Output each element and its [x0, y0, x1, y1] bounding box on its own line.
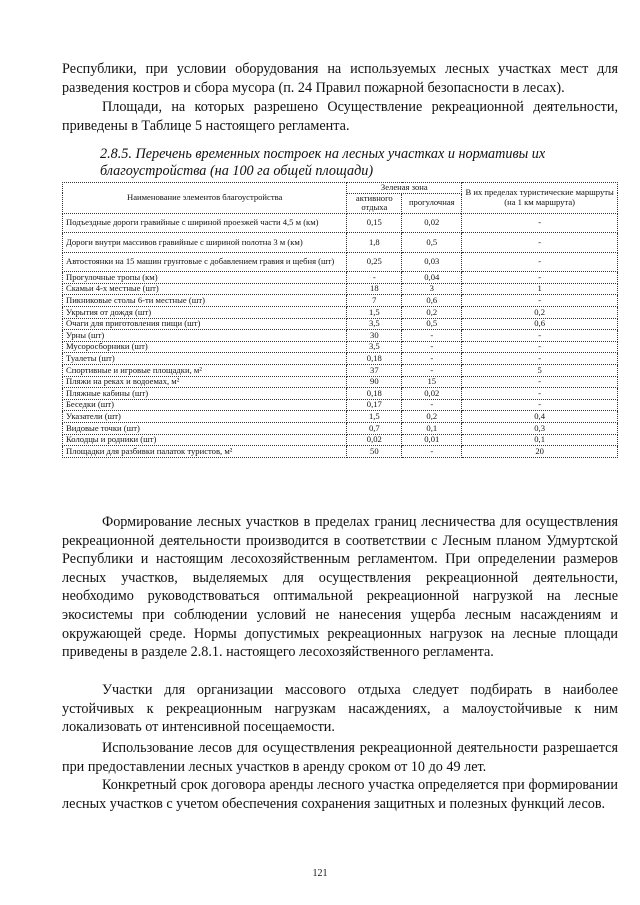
paragraph-bottom-4: Конкретный срок договора аренды лесного участка определяется при формировании лесных участков с учетом обеспечения сохранения защитных и полезных функций лесов.: [62, 777, 618, 812]
cell-name: Подъездные дороги гравийные с шириной проезжей части 4,5 м (км): [63, 213, 347, 233]
cell-walking: 15: [402, 376, 462, 388]
cell-active-rest: 37: [347, 365, 402, 377]
cell-tourist: 1: [462, 283, 618, 295]
cell-tourist: -: [462, 295, 618, 307]
cell-tourist: 5: [462, 365, 618, 377]
cell-walking: 0,02: [402, 213, 462, 233]
cell-tourist: 20: [462, 446, 618, 458]
cell-tourist: -: [462, 376, 618, 388]
cell-walking: 0,03: [402, 252, 462, 272]
table-row: [63, 446, 618, 458]
cell-tourist: -: [462, 272, 618, 284]
cell-tourist: 0,2: [462, 307, 618, 319]
paragraph-bottom-2: Участки для организации массового отдыха следует подбирать в наиболее устойчивых к рекреационным нагрузкам насаждениях, а малоустойчивые к ним локализовать от интенсивной посещаемости.: [62, 682, 618, 736]
cell-active-rest: 0,18: [347, 353, 402, 365]
header-name: Наименование элементов благоустройства: [63, 183, 347, 214]
table-caption: 2.8.5. Перечень временных построек на лесных участках и нормативы их благоустройства (на 100 га общей площади): [100, 146, 546, 179]
cell-name: Туалеты (шт): [63, 353, 347, 365]
table-row: [63, 330, 618, 342]
cell-name: Площадки для разбивки палаток туристов, м²: [63, 446, 347, 458]
paragraph-bottom-1: Формирование лесных участков в пределах границ лесничества для осуществления рекреационной деятельности производится в соответствии с Лесным планом Удмуртской Республики и настоящим лесохозяйственным регламентом. При определении размеров лесных участков, выделяемых для осуществления рекреационной деятельности, необходимо руководствоваться оптимальной рекреационной нагрузкой на лесные экосистемы при соблюдении условий не нанесения ущерба лесным насаждениям и окружающей среде. Нормы допустимых рекреационных нагрузок на лесные площади приведены в разделе 2.8.1. настоящего лесохозяйственного регламента.: [62, 514, 618, 661]
table-row: [63, 272, 618, 284]
table-row: [63, 213, 618, 233]
cell-name: Видовые точки (шт): [63, 423, 347, 435]
cell-tourist: -: [462, 252, 618, 272]
table-row: [63, 295, 618, 307]
cell-walking: 0,2: [402, 411, 462, 423]
cell-active-rest: -: [347, 272, 402, 284]
cell-name: Прогулочные тропы (км): [63, 272, 347, 284]
table-body: [63, 213, 618, 457]
cell-walking: -: [402, 365, 462, 377]
cell-name: Спортивные и игровые площадки, м²: [63, 365, 347, 377]
cell-name: Дороги внутри массивов гравийные с шириной полотна 3 м (км): [63, 233, 347, 253]
header-tourist: В их пределах туристические маршруты (на 1 км маршрута): [462, 183, 618, 214]
cell-walking: -: [402, 446, 462, 458]
cell-walking: 0,01: [402, 434, 462, 446]
paragraph-top-2: Площади, на которых разрешено Осуществление рекреационной деятельности, приведены в Таблице 5 настоящего регламента.: [62, 99, 618, 134]
cell-walking: 0,02: [402, 388, 462, 400]
table-row: [63, 307, 618, 319]
cell-name: Пляжи на реках и водоемах, м²: [63, 376, 347, 388]
table-row: [63, 341, 618, 353]
paragraph-top-1: Республики, при условии оборудования на используемых лесных участках мест для разведения костров и сбора мусора (п. 24 Правил пожарной безопасности в лесах).: [62, 61, 618, 96]
cell-tourist: -: [462, 399, 618, 411]
cell-active-rest: 18: [347, 283, 402, 295]
cell-name: Пляжные кабины (шт): [63, 388, 347, 400]
cell-name: Указатели (шт): [63, 411, 347, 423]
header-active-rest: активного отдыха: [347, 193, 402, 213]
cell-active-rest: 90: [347, 376, 402, 388]
cell-name: Беседки (шт): [63, 399, 347, 411]
cell-walking: 0,6: [402, 295, 462, 307]
table-row: [63, 411, 618, 423]
table-row: [63, 399, 618, 411]
cell-active-rest: 0,15: [347, 213, 402, 233]
table-row: [63, 252, 618, 272]
cell-tourist: 0,1: [462, 434, 618, 446]
table-row: [63, 365, 618, 377]
cell-tourist: -: [462, 388, 618, 400]
cell-tourist: -: [462, 330, 618, 342]
cell-active-rest: 0,18: [347, 388, 402, 400]
header-green-zone: Зеленая зона: [347, 183, 462, 194]
cell-active-rest: 3,5: [347, 318, 402, 330]
cell-walking: 0,04: [402, 272, 462, 284]
table-row: [63, 318, 618, 330]
cell-active-rest: 0,25: [347, 252, 402, 272]
cell-name: Очаги для приготовления пищи (шт): [63, 318, 347, 330]
cell-walking: 0,1: [402, 423, 462, 435]
cell-active-rest: 50: [347, 446, 402, 458]
cell-active-rest: 1,5: [347, 411, 402, 423]
cell-walking: 3: [402, 283, 462, 295]
page-number: 121: [312, 868, 328, 879]
table-row: [63, 388, 618, 400]
cell-active-rest: 1,5: [347, 307, 402, 319]
cell-name: Урны (шт): [63, 330, 347, 342]
cell-name: Скамьи 4-х местные (шт): [63, 283, 347, 295]
cell-active-rest: 30: [347, 330, 402, 342]
cell-walking: 0,2: [402, 307, 462, 319]
cell-active-rest: 0,7: [347, 423, 402, 435]
cell-walking: 0,5: [402, 233, 462, 253]
table-row: [63, 353, 618, 365]
cell-name: Пикниковые столы 6-ти местные (шт): [63, 295, 347, 307]
cell-active-rest: 0,17: [347, 399, 402, 411]
cell-tourist: 0,3: [462, 423, 618, 435]
cell-walking: -: [402, 399, 462, 411]
cell-tourist: 0,6: [462, 318, 618, 330]
cell-tourist: -: [462, 353, 618, 365]
header-walking: прогулочная: [402, 193, 462, 213]
norms-table: [62, 182, 618, 458]
cell-tourist: -: [462, 233, 618, 253]
cell-active-rest: 3,5: [347, 341, 402, 353]
table-row: [63, 376, 618, 388]
cell-walking: -: [402, 341, 462, 353]
cell-active-rest: 1,8: [347, 233, 402, 253]
cell-name: Укрытия от дождя (шт): [63, 307, 347, 319]
cell-walking: 0,5: [402, 318, 462, 330]
table-row: [63, 423, 618, 435]
cell-name: Автостоянки на 15 машин грунтовые с добавлением гравия и щебня (шт): [63, 252, 347, 272]
paragraph-bottom-3: Использование лесов для осуществления рекреационной деятельности разрешается при предоставлении лесных участков в аренду сроком от 10 до 49 лет.: [62, 740, 618, 775]
cell-tourist: 0,4: [462, 411, 618, 423]
cell-name: Колодцы и родники (шт): [63, 434, 347, 446]
table-row: [63, 233, 618, 253]
cell-active-rest: 7: [347, 295, 402, 307]
cell-name: Мусоросборники (шт): [63, 341, 347, 353]
cell-walking: -: [402, 353, 462, 365]
cell-tourist: -: [462, 213, 618, 233]
cell-active-rest: 0,02: [347, 434, 402, 446]
cell-tourist: -: [462, 341, 618, 353]
cell-walking: -: [402, 330, 462, 342]
table-row: [63, 434, 618, 446]
table-row: [63, 283, 618, 295]
